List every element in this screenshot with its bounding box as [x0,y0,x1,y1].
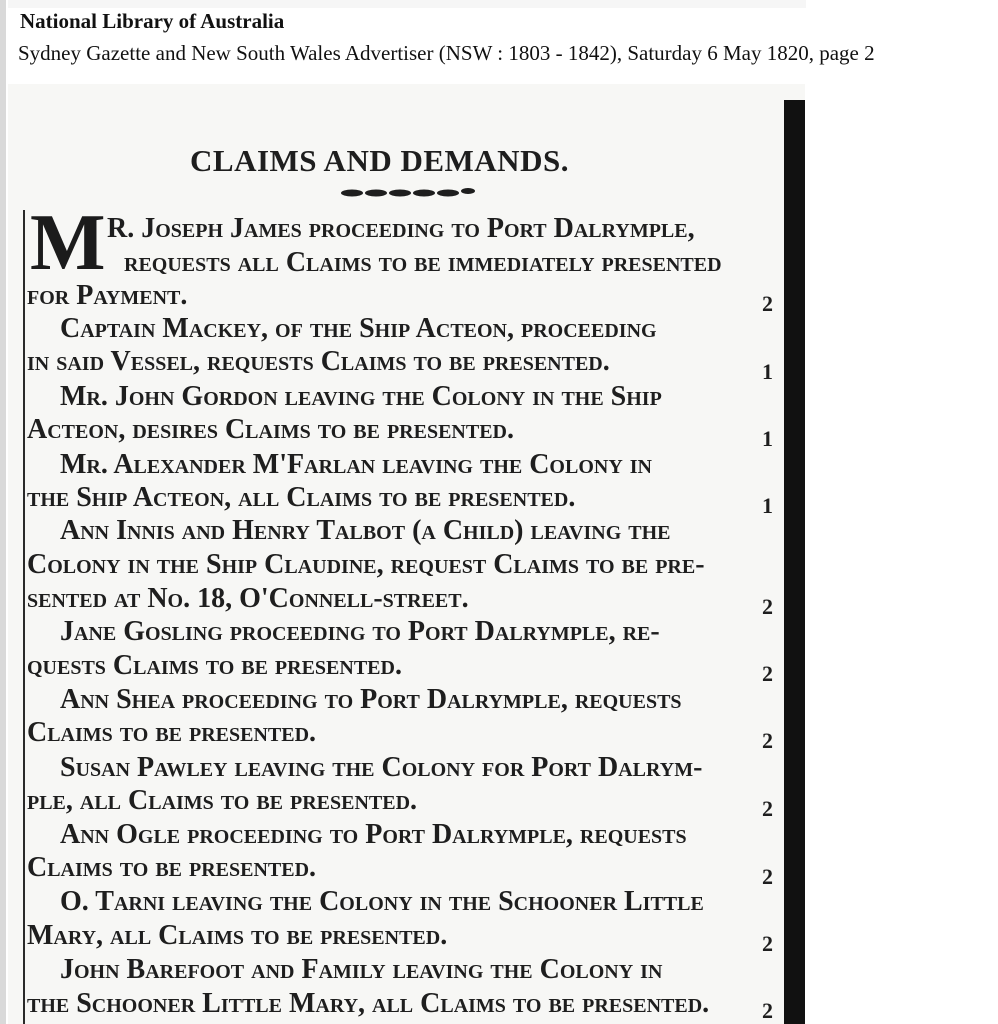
insertion-mark: 2 [762,594,773,619]
article-line: for Payment. [27,280,188,311]
article-line: Susan Pawley leaving the Colony for Port Dalrym- [60,752,703,783]
article-line: Acteon, desires Claims to be presented. [27,414,514,445]
article-line: sented at No. 18, O'Connell-street. [27,583,469,614]
source-title: National Library of Australia [20,9,285,33]
ornament-dash [340,186,480,200]
article-line: the Schooner Little Mary, all Claims to be presented. [27,988,710,1019]
article-line: in said Vessel, requests Claims to be presented. [27,346,610,377]
article-line: Colony in the Ship Claudine, request Claims to be pre- [27,549,705,580]
article-line: Claims to be presented. [27,852,317,883]
article-line: Mr. Alexander M'Farlan leaving the Colony in [60,449,653,480]
article-line: requests all Claims to be immediately presented [124,247,722,278]
article-line: Captain Mackey, of the Ship Acteon, proceeding [60,313,657,344]
article-line: R. Joseph James proceeding to Port Dalrymple, [107,213,695,244]
article-line: quests Claims to be presented. [27,650,402,681]
article-line: Claims to be presented. [27,717,317,748]
insertion-mark: 2 [762,291,773,316]
scan-dark-edge [784,100,805,1024]
insertion-mark: 2 [762,864,773,889]
insertion-mark: 2 [762,728,773,753]
article-line: Ann Shea proceeding to Port Dalrymple, requests [60,684,682,715]
insertion-mark: 2 [762,796,773,821]
insertion-mark: 1 [762,359,773,384]
insertion-mark: 2 [762,998,773,1023]
article-line: Mary, all Claims to be presented. [27,920,448,951]
article-line: the Ship Acteon, all Claims to be presented. [27,482,576,513]
column-rule [23,210,25,1024]
article-line: Ann Innis and Henry Talbot (a Child) leaving the [60,515,671,546]
insertion-mark: 2 [762,661,773,686]
article-line: ple, all Claims to be presented. [27,785,418,816]
insertion-mark: 1 [762,426,773,451]
insertion-mark: 2 [762,931,773,956]
article-heading: CLAIMS AND DEMANDS. [190,143,569,178]
article-line: Mr. John Gordon leaving the Colony in the Ship [60,381,662,412]
article-line: John Barefoot and Family leaving the Colony in [60,954,663,985]
citation-line: Sydney Gazette and New South Wales Advertiser (NSW : 1803 - 1842), Saturday 6 May 1820, page 2 [18,41,875,65]
drop-cap: M [30,199,106,287]
article-line: Jane Gosling proceeding to Port Dalrymple, re- [60,616,660,647]
header-band [8,0,806,8]
article-line: Ann Ogle proceeding to Port Dalrymple, requests [60,819,687,850]
article-line: O. Tarni leaving the Colony in the Schooner Little [60,886,704,917]
insertion-mark: 1 [762,493,773,518]
page-left-border [0,0,6,1024]
